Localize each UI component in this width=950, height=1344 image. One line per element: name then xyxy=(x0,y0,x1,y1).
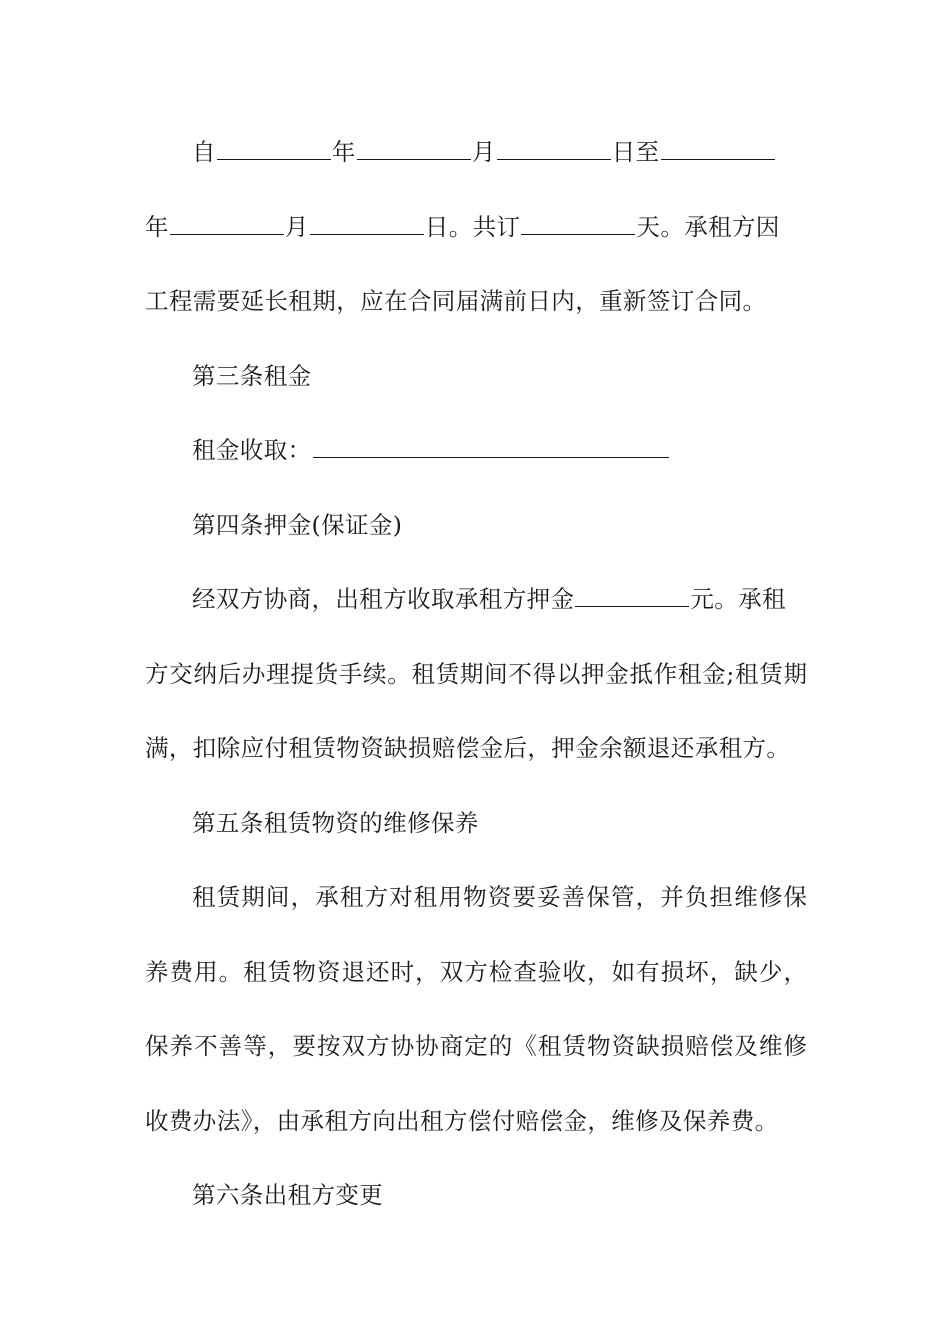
deposit-text-yuan: 元。承租 xyxy=(690,585,787,613)
blank-deposit-amount xyxy=(575,578,689,607)
maintenance-line-1: 租赁期间，承租方对租用物资要妥善保管，并负担维修保 xyxy=(192,883,807,911)
blank-rent-collection xyxy=(313,429,669,458)
term-text-year: 年 xyxy=(331,138,356,166)
term-text-year-2: 年 xyxy=(145,212,169,241)
deposit-text: 经双方协商，出租方收取承租方押金 xyxy=(192,585,575,613)
maintenance-line-3: 保养不善等，要按双方协协商定的《租赁物资缺损赔偿及维修 xyxy=(145,1032,807,1060)
rent-label: 租金收取： xyxy=(192,436,312,464)
blank-start-year xyxy=(217,131,331,160)
lease-term-line-3: 工程需要延长租期，应在合同届满前日内，重新签订合同。 xyxy=(145,287,767,315)
lease-term-line-1 xyxy=(145,131,807,206)
term-text-total: 日。共订 xyxy=(424,212,521,241)
article-6-title: 第六条出租方变更 xyxy=(192,1181,384,1209)
blank-total-days xyxy=(521,206,635,235)
document-page xyxy=(145,131,807,1249)
rent-collection-line xyxy=(145,429,807,504)
term-text-month: 月 xyxy=(471,138,496,166)
term-text-month-2: 月 xyxy=(284,212,309,241)
term-text-from: 自 xyxy=(192,138,216,166)
deposit-line-1 xyxy=(145,578,807,653)
blank-start-month xyxy=(357,131,471,160)
blank-end-year xyxy=(661,131,775,160)
article-5-title: 第五条租赁物资的维修保养 xyxy=(192,808,479,837)
maintenance-line-2: 养费用。租赁物资退还时，双方检查验收，如有损坏，缺少， xyxy=(145,957,807,986)
article-4-title: 第四条押金(保证金) xyxy=(192,510,403,539)
deposit-line-3: 满，扣除应付租赁物资缺损赔偿金后，押金余额退还承租方。 xyxy=(145,734,791,762)
blank-end-month xyxy=(170,206,284,235)
deposit-line-2: 方交纳后办理提货手续。租赁期间不得以押金抵作租金;租赁期 xyxy=(145,659,807,688)
term-text-day-to: 日至 xyxy=(611,138,660,166)
term-text-days: 天。承租方因 xyxy=(636,212,780,241)
lease-term-line-2 xyxy=(145,206,807,281)
maintenance-line-4: 收费办法》，由承租方向出租方偿付赔偿金，维修及保养费。 xyxy=(145,1106,779,1135)
blank-end-day xyxy=(310,206,424,235)
blank-start-day xyxy=(497,131,611,160)
article-3-title: 第三条租金 xyxy=(192,361,312,390)
